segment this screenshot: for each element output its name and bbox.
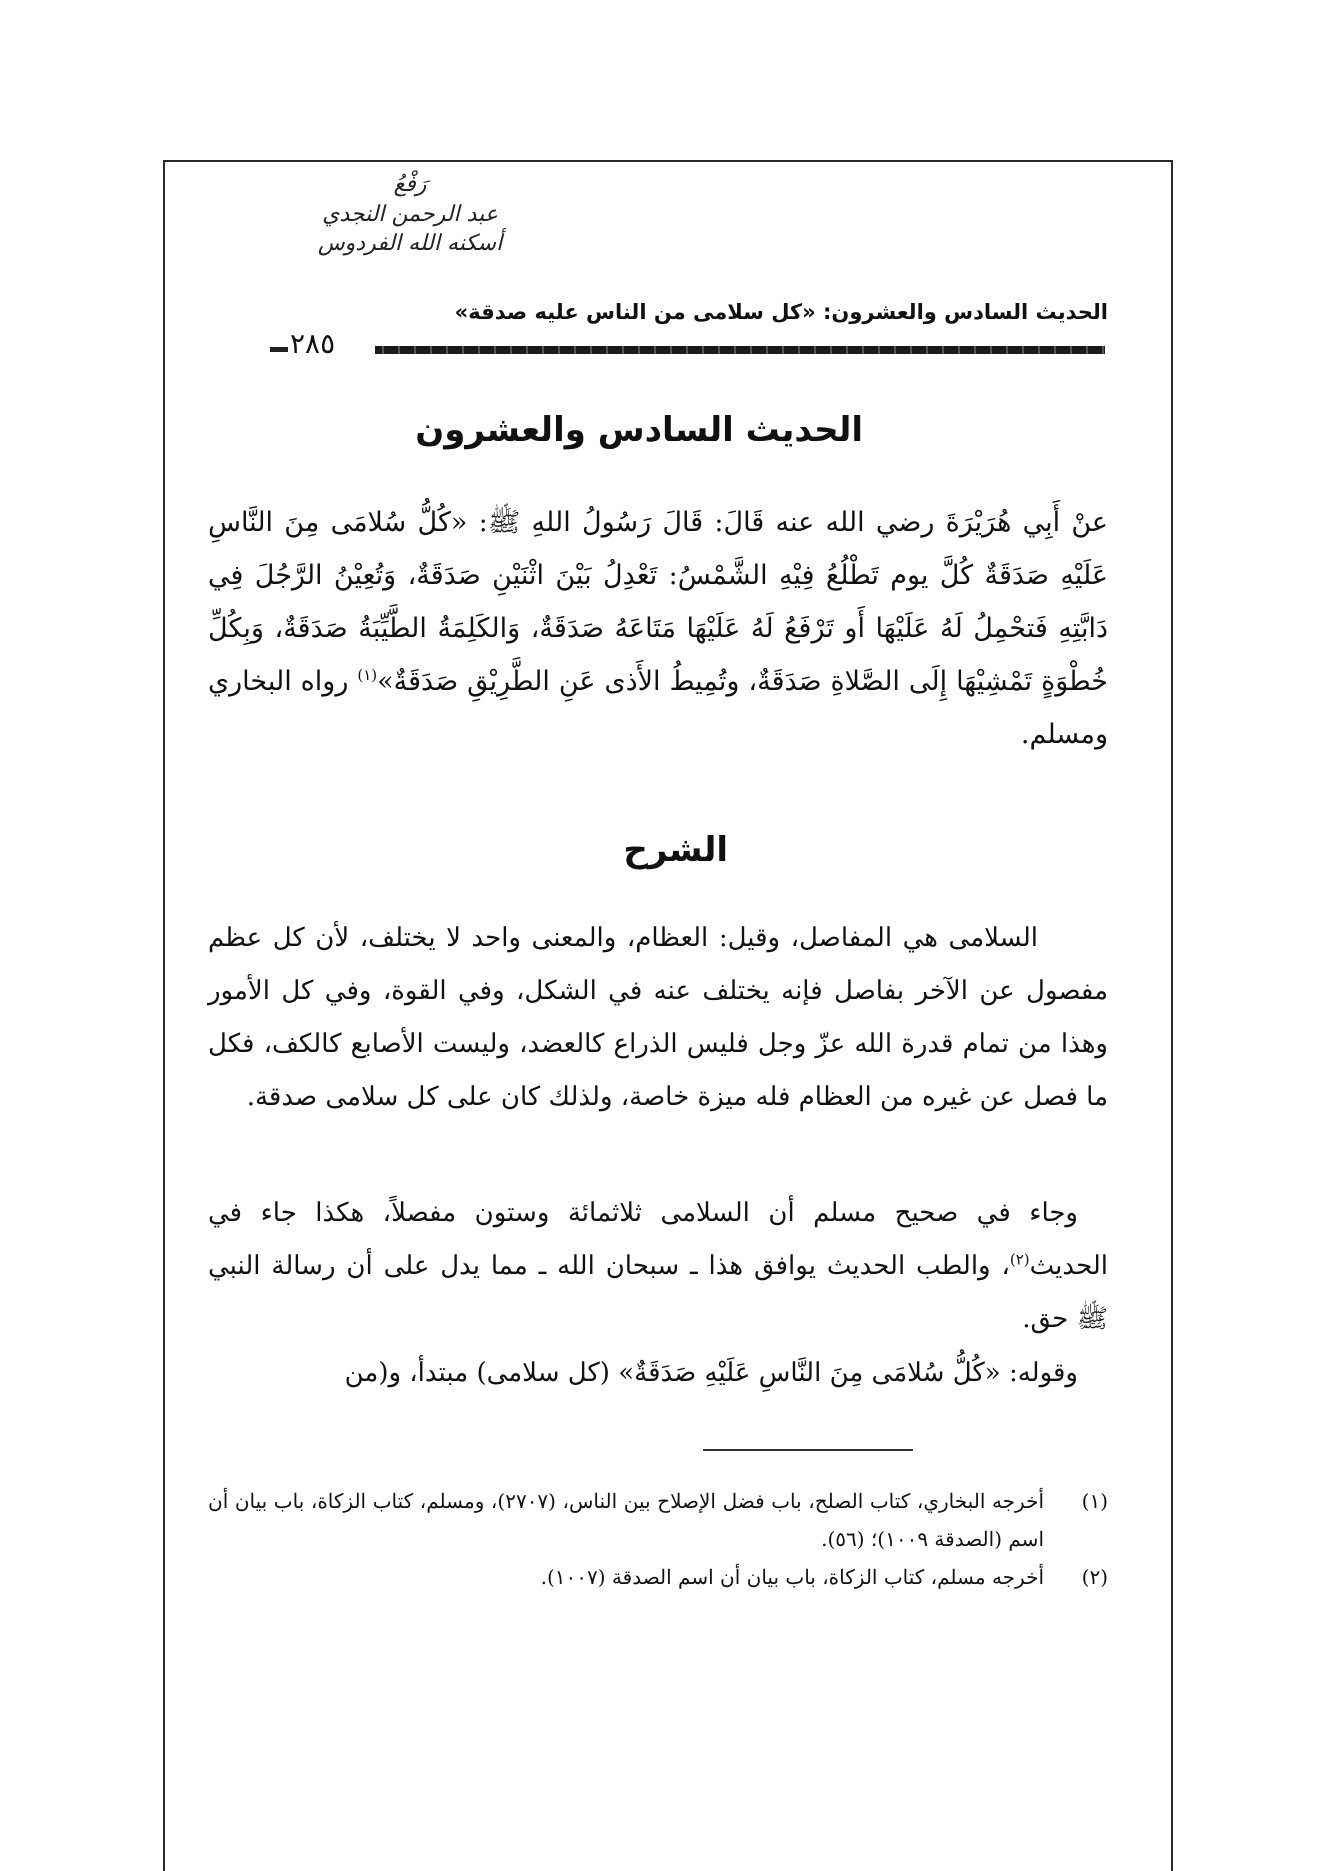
sharh-paragraph-2: [208, 1187, 1108, 1346]
stamp-line-3: أسكنه الله الفردوس: [317, 231, 503, 257]
hadith-source: رواه البخاري ومسلم.: [208, 666, 1108, 750]
footnotes: [208, 1482, 1108, 1596]
sharh-title: الشرح: [623, 830, 728, 870]
hadith-body: عنْ أَبِي هُرَيْرَةَ رضي الله عنه قَالَ: قَالَ رَسُولُ اللهِ ﷺ: «كُلُّ سُلامَى مِنَ النَّاسِ عَلَيْهِ صَدَقَةٌ كُلَّ يوم تَطْلُعُ فِيْهِ الشَّمْسُ: تَعْدِلُ بَيْنَ اثْنَيْنِ صَدَقَةٌ، وَتُعِيْنُ الرَّجُلَ فِي دَابَّتِهِ فَتحْمِلُ لَهُ عَلَيْهَا أَو تَرْفَعُ لَهُ عَلَيْهَا مَتَاعَهُ صَدَقَةٌ، وَالكَلِمَةُ الطَّيِّبَةُ صَدَقَةٌ، وَبِكُلِّ خُطْوَةٍ تَمْشِيْهَا إِلَى الصَّلاةِ صَدَقَةٌ، وتُمِيطُ الأَذى عَنِ الطَّرِيْقِ صَدَقَةٌ»: [208, 507, 1108, 697]
header-rule-left: [270, 347, 288, 352]
running-header-title: الحديث السادس والعشرون: «كل سلامى من الناس عليه صدقة»: [454, 300, 1108, 324]
page-number: ٢٨٥: [290, 327, 336, 360]
footnote-1: [208, 1482, 1108, 1558]
footnote-number: (١): [1081, 1489, 1108, 1513]
stamp-line-2: عبد الرحمن النجدي: [322, 201, 498, 227]
footnote-ref-1[interactable]: (١): [357, 666, 378, 684]
sharh-paragraph-2-part-a: وجاء في صحيح مسلم أن السلامى ثلاثمائة وستون مفصلاً، هكذا جاء في الحديث: [208, 1198, 1108, 1281]
footnote-text: أخرجه مسلم، كتاب الزكاة، باب بيان أن اسم الصدقة (١٠٠٧).: [540, 1565, 1044, 1589]
ownership-stamp: [310, 170, 510, 295]
footnote-separator: [703, 1449, 913, 1451]
footnote-2: [208, 1558, 1108, 1596]
header-rule: [375, 346, 1105, 354]
sharh-paragraph-1: السلامى هي المفاصل، وقيل: العظام، والمعنى واحد لا يختلف، لأن كل عظم مفصول عن الآخر بفاصل فإنه يختلف عنه في الشكل، وفي القوة، وفي كل الأمور وهذا من تمام قدرة الله عزّ وجل فليس الذراع كالعضد، وليست الأصابع كالكف، فكل ما فصل عن غيره من العظام فله ميزة خاصة، ولذلك كان على كل سلامى صدقة.: [208, 923, 1109, 1112]
footnote-text: أخرجه البخاري، كتاب الصلح، باب فضل الإصلاح بين الناس، (٢٧٠٧)، ومسلم، كتاب الزكاة، باب بيان أن اسم (الصدقة ١٠٠٩)؛ (٥٦).: [208, 1489, 1044, 1551]
stamp-line-1: رَفْعُ: [393, 172, 427, 197]
sharh-paragraph-3: وقوله: «كُلُّ سُلامَى مِنَ النَّاسِ عَلَيْهِ صَدَقَةٌ» (كل سلامى) مبتدأ، و(من: [344, 1358, 1078, 1388]
hadith-title: الحديث السادس والعشرون: [415, 410, 863, 450]
footnote-number: (٢): [1081, 1565, 1108, 1589]
hadith-text: [208, 496, 1108, 761]
sharh-paragraph-2-part-b: ، والطب الحديث يوافق هذا ـ سبحان الله ـ مما يدل على أن رسالة النبي ﷺ حق.: [208, 1251, 1108, 1334]
footnote-ref-2[interactable]: (٢): [1009, 1250, 1030, 1269]
